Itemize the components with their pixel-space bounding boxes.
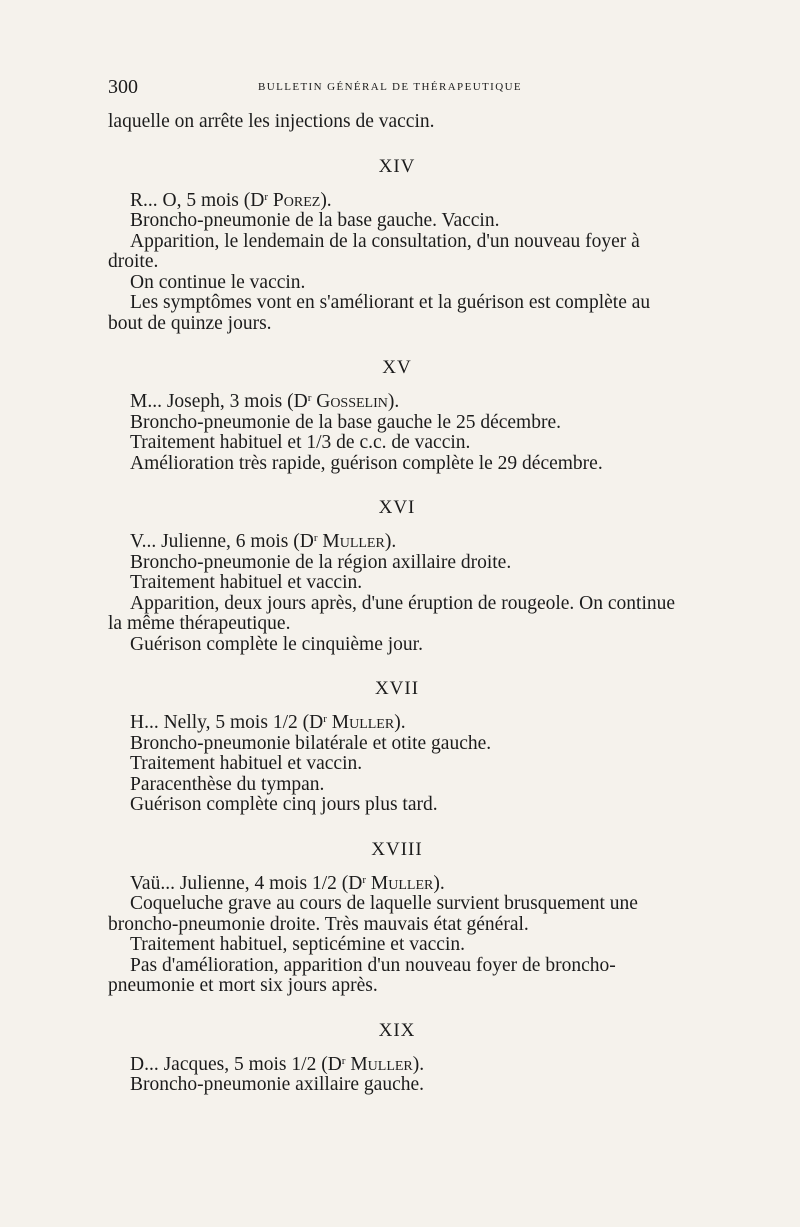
case-section bbox=[108, 358, 686, 474]
patient-line bbox=[108, 1055, 686, 1076]
patient-line-close: ). bbox=[384, 531, 397, 552]
case-line: Broncho-pneumonie axillaire gauche. bbox=[130, 1074, 425, 1095]
patient-line bbox=[108, 392, 686, 413]
patient-name: H... Nelly, 5 mois 1/2 ( bbox=[130, 712, 310, 733]
doctor-title: D bbox=[309, 712, 324, 733]
case-section bbox=[108, 840, 686, 997]
page-number: 300 bbox=[108, 76, 138, 98]
case-number: XIV bbox=[378, 155, 416, 177]
patient-name: V... Julienne, 6 mois ( bbox=[130, 531, 300, 552]
case-number: XVI bbox=[378, 497, 416, 518]
patient-line bbox=[108, 191, 686, 212]
case-line: Amélioration très rapide, guérison complète le 29 décembre. bbox=[130, 452, 603, 474]
doctor-title: D bbox=[327, 1053, 342, 1075]
doctor-title: D bbox=[293, 391, 308, 412]
doctor-name: Porez bbox=[272, 189, 321, 211]
case-line: Broncho-pneumonie de la région axillaire droite. bbox=[130, 551, 512, 573]
doctor-name: Muller bbox=[322, 531, 385, 552]
doctor-name: Muller bbox=[350, 1053, 413, 1075]
case-number: XVIII bbox=[371, 838, 423, 860]
patient-line bbox=[108, 713, 686, 734]
patient-line bbox=[108, 874, 686, 895]
patient-name: M... Joseph, 3 mois ( bbox=[130, 391, 294, 412]
case-line: Traitement habituel et vaccin. bbox=[130, 753, 363, 774]
case-section bbox=[108, 1021, 686, 1096]
case-section bbox=[108, 679, 686, 816]
case-line: Guérison complète cinq jours plus tard. bbox=[130, 794, 438, 815]
case-line: Traitement habituel et 1/3 de c.c. de vaccin. bbox=[130, 432, 471, 453]
doctor-name: Gosselin bbox=[316, 391, 388, 412]
case-line: Coqueluche grave au cours de laquelle survient brusquement une broncho-pneumonie droite. Très mauvais état général. bbox=[108, 893, 638, 935]
doctor-title: D bbox=[250, 189, 265, 211]
doctor-name: Muller bbox=[331, 712, 395, 733]
patient-line-close: ). bbox=[387, 391, 400, 412]
doctor-title-sup: r bbox=[313, 532, 318, 544]
doctor-title-sup: r bbox=[307, 392, 312, 404]
patient-name: D... Jacques, 5 mois 1/2 ( bbox=[130, 1053, 328, 1075]
doctor-title: D bbox=[348, 872, 363, 894]
patient-line-close: ). bbox=[412, 1053, 425, 1075]
case-line: Apparition, le lendemain de la consultation, d'un nouveau foyer à droite. bbox=[108, 230, 640, 272]
case-line: Les symptômes vont en s'améliorant et la guérison est complète au bout de quinze jours. bbox=[108, 292, 651, 334]
case-number: XV bbox=[382, 357, 412, 378]
case-section bbox=[108, 498, 686, 655]
case-line: Traitement habituel, septicémine et vaccin. bbox=[130, 934, 466, 955]
case-line: Broncho-pneumonie bilatérale et otite gauche. bbox=[130, 732, 492, 754]
case-section bbox=[108, 157, 686, 335]
patient-line-close: ). bbox=[320, 189, 332, 211]
patient-line-close: ). bbox=[433, 872, 445, 894]
journal-title: BULLETIN GÉNÉRAL DE THÉRAPEUTIQUE bbox=[258, 81, 523, 93]
intro-line: laquelle on arrête les injections de vaccin. bbox=[108, 111, 435, 132]
doctor-title-sup: r bbox=[323, 713, 327, 725]
doctor-title: D bbox=[299, 531, 314, 552]
case-line: Broncho-pneumonie de la base gauche le 25 décembre. bbox=[130, 411, 561, 433]
page-body bbox=[108, 112, 686, 1096]
running-head bbox=[108, 76, 688, 100]
case-line: On continue le vaccin. bbox=[130, 271, 306, 293]
doctor-title-sup: r bbox=[341, 1054, 346, 1067]
case-list bbox=[108, 157, 686, 1096]
doctor-title-sup: r bbox=[264, 190, 269, 203]
case-line: Paracenthèse du tympan. bbox=[130, 773, 325, 795]
case-line: Broncho-pneumonie de la base gauche. Vaccin. bbox=[130, 210, 500, 231]
case-number: XVII bbox=[374, 678, 420, 699]
case-line: Apparition, deux jours après, d'une éruption de rougeole. On continue la même thérapeutique. bbox=[108, 592, 676, 634]
case-line: Traitement habituel et vaccin. bbox=[130, 572, 363, 593]
patient-line bbox=[108, 532, 686, 553]
case-line: Guérison complète le cinquième jour. bbox=[130, 633, 423, 655]
doctor-title-sup: r bbox=[362, 873, 367, 886]
patient-name: Vaü... Julienne, 4 mois 1/2 ( bbox=[130, 872, 349, 894]
patient-line-close: ). bbox=[394, 712, 406, 733]
patient-name: R... O, 5 mois ( bbox=[130, 189, 251, 211]
doctor-name: Muller bbox=[370, 872, 434, 894]
case-line: Pas d'amélioration, apparition d'un nouveau foyer de broncho-pneumonie et mort six jours après. bbox=[108, 954, 616, 996]
case-number: XIX bbox=[378, 1019, 416, 1041]
